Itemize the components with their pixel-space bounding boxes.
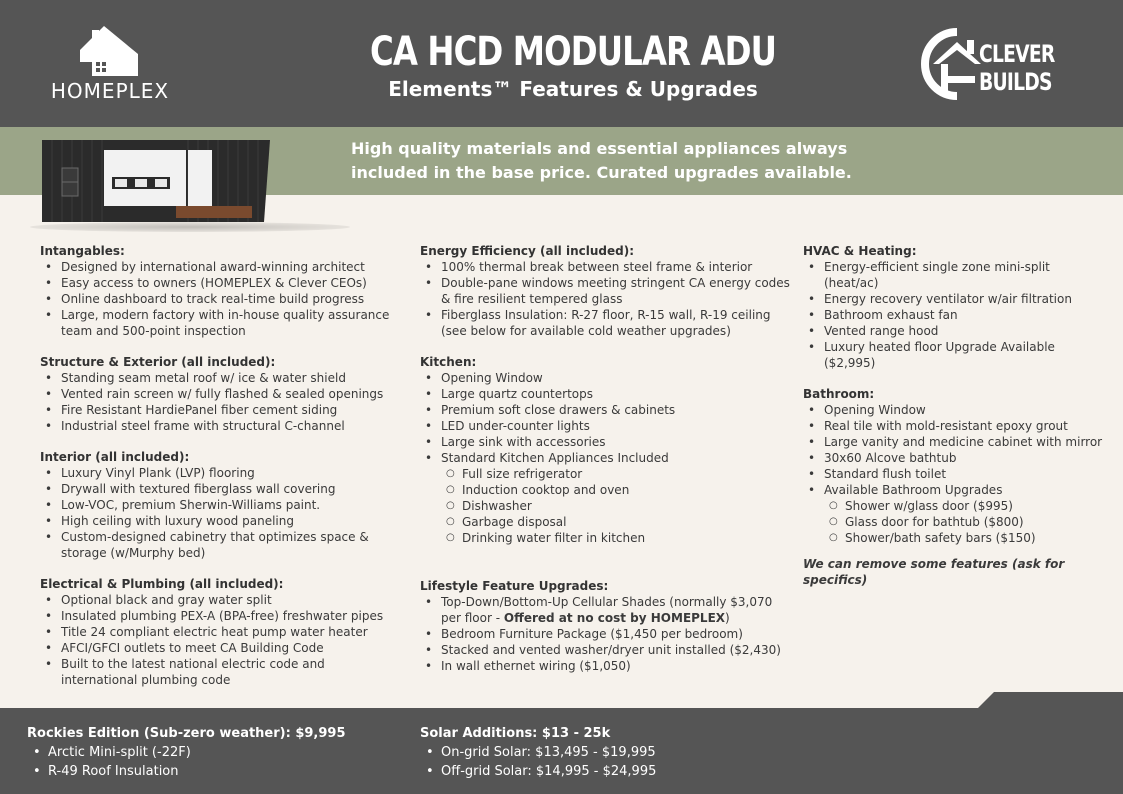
section-structure [40,354,400,434]
list-item: • Large sink with accessories [420,434,790,450]
list-item: • Vented range hood [803,323,1108,339]
list-item: • Optional black and gray water split [40,592,400,608]
sub-list-item: ○ Full size refrigerator [441,466,790,482]
list-item: • R-49 Roof Insulation [27,762,407,781]
solar-additions [420,724,800,781]
clever-word: CLEVER [979,40,1055,68]
section-title: Intangables: [40,244,125,258]
list-item: • Designed by international award-winning architect [40,259,400,275]
section-title: Energy Efficiency (all included): [420,244,635,258]
list-item [420,594,790,626]
builds-word: BUILDS [979,68,1052,96]
column-left [40,243,400,703]
shades-suffix: ) [725,611,730,625]
clever-house-icon [915,24,985,104]
rockies-title: Rockies Edition (Sub-zero weather): $9,995 [27,726,346,741]
list-item: • Luxury Vinyl Plank (LVP) flooring [40,465,400,481]
homeplex-logo [40,24,180,104]
adu-illustration [38,134,278,229]
footer-tab [978,692,1123,708]
page-title: CA HCD MODULAR ADU [369,29,777,75]
list-item: • Double-pane windows meeting stringent CA energy codes & fire resilient tempered glass [420,275,790,307]
clever-builds-logo [915,24,1085,104]
list-item [420,450,790,546]
list-item: • Large, modern factory with in-house quality assurance team and 500-point inspection [40,307,400,339]
section-title: Interior (all included): [40,450,190,464]
list-item: • Standard flush toilet [803,466,1108,482]
section-lifestyle [420,578,790,674]
list-item: • LED under-counter lights [420,418,790,434]
list-item: • Insulated plumbing PEX-A (BPA-free) freshwater pipes [40,608,400,624]
list-item: • Online dashboard to track real-time build progress [40,291,400,307]
section-title: Kitchen: [420,355,477,369]
solar-title: Solar Additions: $13 - 25k [420,726,611,741]
section-hvac [803,243,1108,371]
title-block [300,28,846,102]
list-item: • Standing seam metal roof w/ ice & water shield [40,370,400,386]
list-item: • Luxury heated floor Upgrade Available ($2,995) [803,339,1108,371]
list-item: • In wall ethernet wiring ($1,050) [420,658,790,674]
section-title: HVAC & Heating: [803,244,917,258]
list-item: • Large quartz countertops [420,386,790,402]
list-item: • Custom-designed cabinetry that optimizes space & storage (w/Murphy bed) [40,529,400,561]
sub-list-item: ○ Garbage disposal [441,514,790,530]
list-item: • Fiberglass Insulation: R-27 floor, R-15 wall, R-19 ceiling (see below for available cold weather upgrades) [420,307,790,339]
clever-builds-wordmark [979,40,1054,96]
sub-list-item: ○ Glass door for bathtub ($800) [824,514,1108,530]
footer-bar [0,708,1123,794]
list-item-label: Standard Kitchen Appliances Included [441,451,669,465]
column-right [803,243,1108,603]
list-item: • Bathroom exhaust fan [803,307,1108,323]
sub-list-item: ○ Shower/bath safety bars ($150) [824,530,1108,546]
sub-list-item: ○ Induction cooktop and oven [441,482,790,498]
rockies-edition [27,724,407,781]
list-item: • Large vanity and medicine cabinet with mirror [803,434,1108,450]
list-item: • Easy access to owners (HOMEPLEX & Clever CEOs) [40,275,400,291]
list-item: • Industrial steel frame with structural C-channel [40,418,400,434]
section-title: Structure & Exterior (all included): [40,355,276,369]
section-interior [40,449,400,561]
section-title: Lifestyle Feature Upgrades: [420,579,609,593]
section-electrical [40,576,400,688]
shades-text: Top-Down/Bottom-Up Cellular Shades (normally $3,070 per floor - [441,595,773,625]
section-intangibles [40,243,400,339]
list-item: • Opening Window [420,370,790,386]
list-item: • AFCI/GFCI outlets to meet CA Building Code [40,640,400,656]
list-item: • Low-VOC, premium Sherwin-Williams paint. [40,497,400,513]
page-subtitle: Elements™ Features & Upgrades [388,77,758,101]
column-middle [420,243,790,689]
header-bar [0,0,1123,127]
list-item [803,482,1108,546]
list-item: • 30x60 Alcove bathtub [803,450,1108,466]
list-item: • Off-grid Solar: $14,995 - $24,995 [420,762,800,781]
list-item: • Opening Window [803,402,1108,418]
section-bathroom [803,386,1108,588]
tagline-text: High quality materials and essential appliances always included in the base price. Curated upgrades available. [351,139,852,182]
list-item: • Built to the latest national electric code and international plumbing code [40,656,400,688]
list-item: • High ceiling with luxury wood paneling [40,513,400,529]
list-item: • Title 24 compliant electric heat pump water heater [40,624,400,640]
section-kitchen [420,354,790,546]
list-item: • Fire Resistant HardiePanel fiber cement siding [40,402,400,418]
list-item-label: Available Bathroom Upgrades [824,483,1003,497]
sub-list-item: ○ Dishwasher [441,498,790,514]
remove-features-note: We can remove some features (ask for specifics) [803,557,1065,587]
list-item: • Energy-efficient single zone mini-split (heat/ac) [803,259,1108,291]
list-item: • Drywall with textured fiberglass wall covering [40,481,400,497]
list-item: • Arctic Mini-split (-22F) [27,743,407,762]
list-item: • Stacked and vented washer/dryer unit installed ($2,430) [420,642,790,658]
shades-offer: Offered at no cost by HOMEPLEX [503,611,726,625]
list-item: • On-grid Solar: $13,495 - $19,995 [420,743,800,762]
section-title: Electrical & Plumbing (all included): [40,577,284,591]
list-item: • Bedroom Furniture Package ($1,450 per bedroom) [420,626,790,642]
list-item: • Real tile with mold-resistant epoxy grout [803,418,1108,434]
list-item: • Energy recovery ventilator w/air filtration [803,291,1108,307]
section-energy [420,243,790,339]
house-icon [40,24,180,80]
list-item: • Vented rain screen w/ fully flashed & sealed openings [40,386,400,402]
section-title: Bathroom: [803,387,875,401]
list-item: • Premium soft close drawers & cabinets [420,402,790,418]
sub-list-item: ○ Shower w/glass door ($995) [824,498,1108,514]
homeplex-wordmark: HOMEPLEX [50,79,170,103]
list-item: • 100% thermal break between steel frame & interior [420,259,790,275]
sub-list-item: ○ Drinking water filter in kitchen [441,530,790,546]
